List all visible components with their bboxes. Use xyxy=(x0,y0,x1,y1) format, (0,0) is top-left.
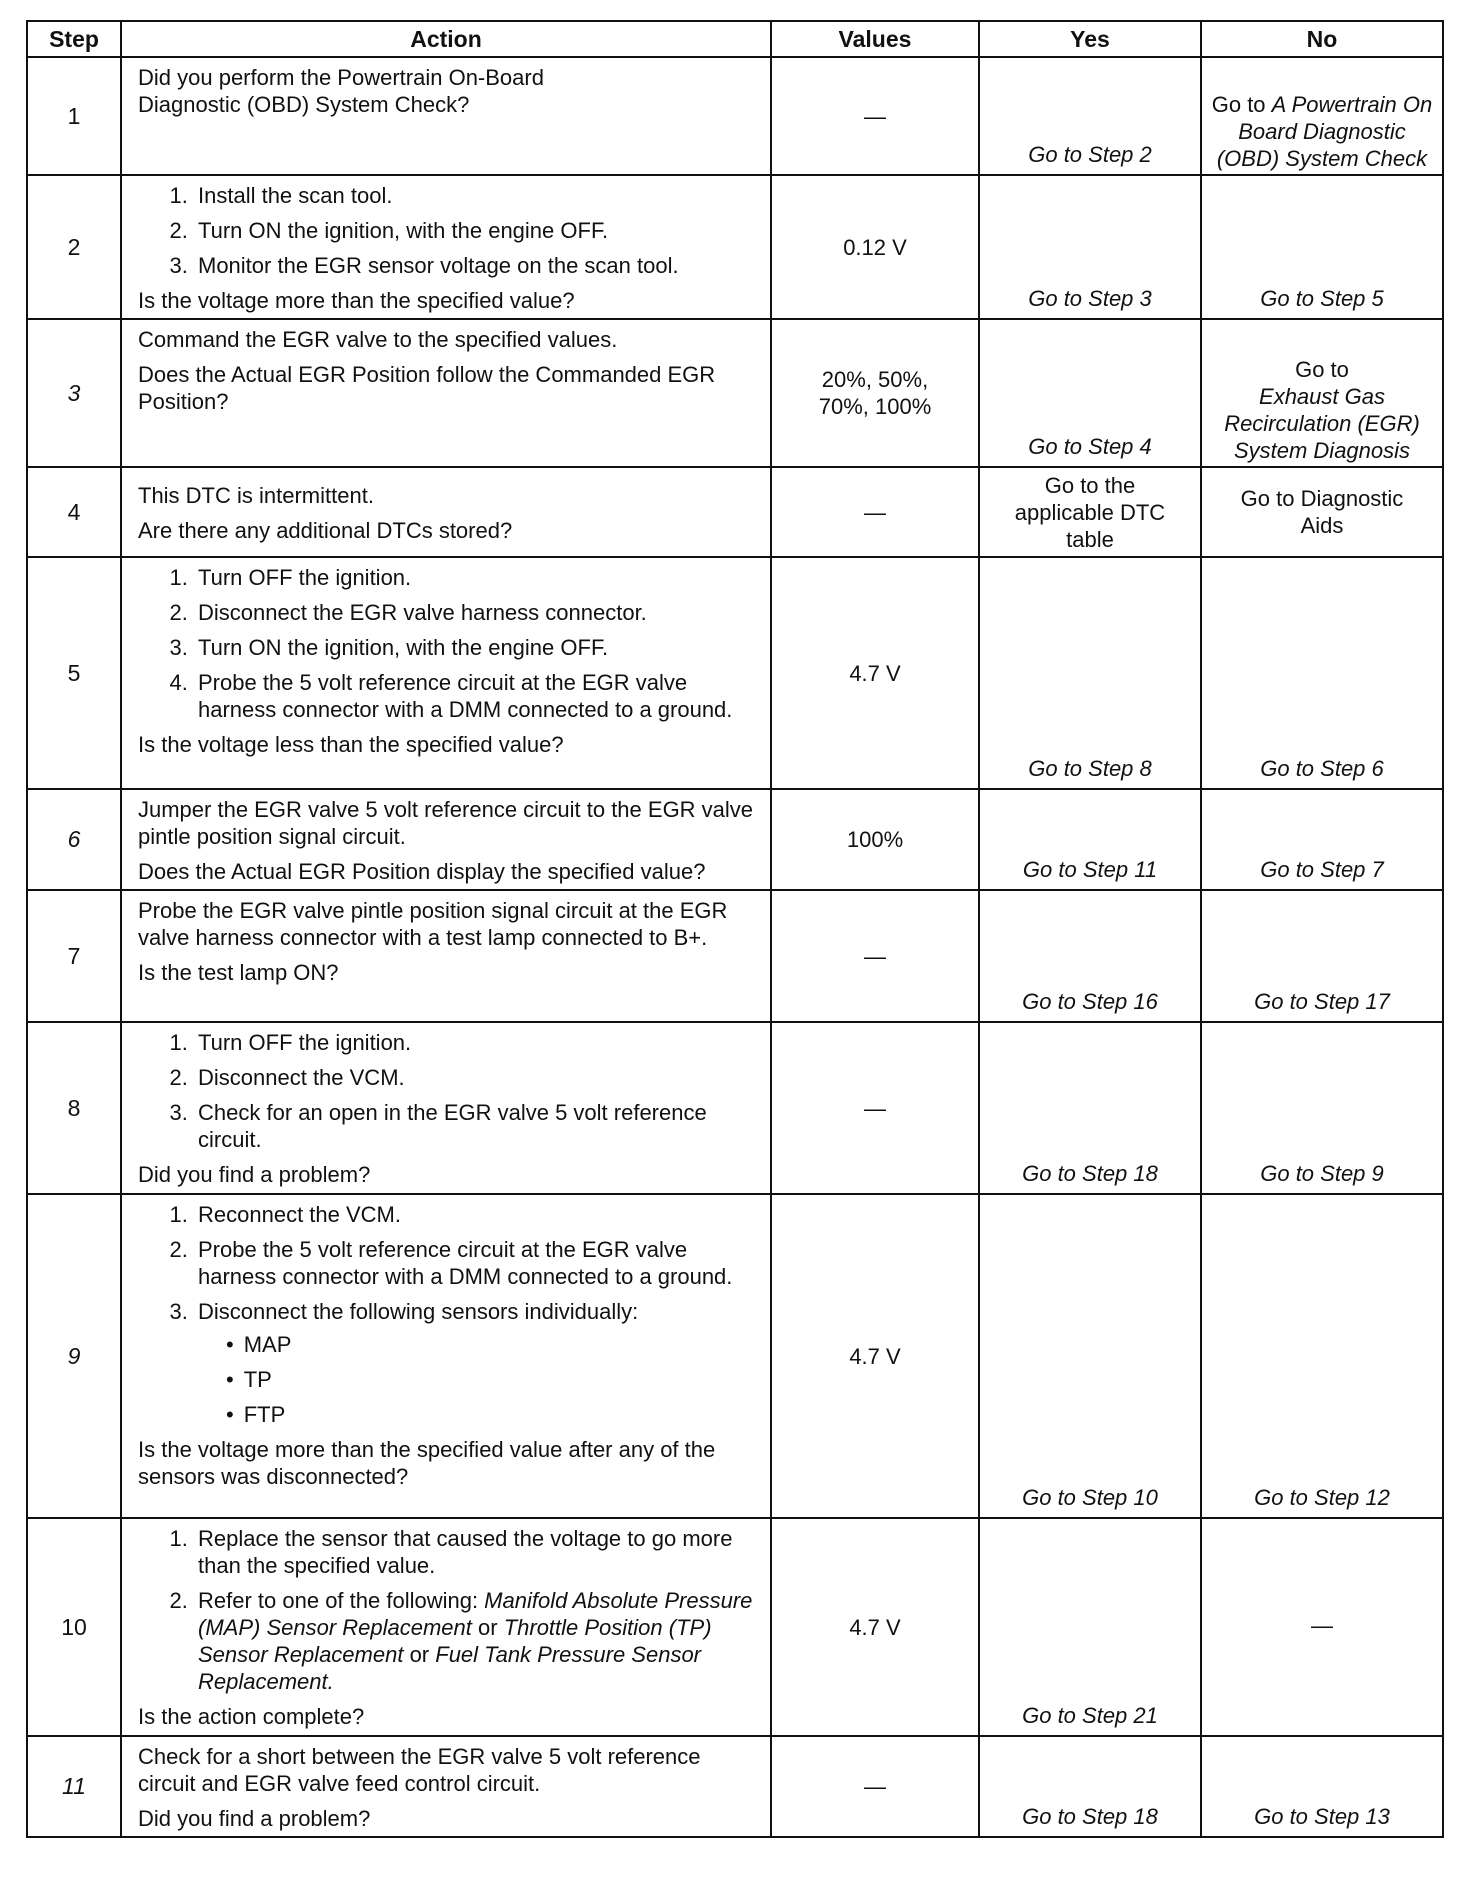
action-step: 1. Replace the sensor that caused the voltage to go more than the specified value. xyxy=(194,1525,754,1579)
action-question: Does the Actual EGR Position follow the Commanded EGR Position? xyxy=(138,362,716,414)
action-step: 1. Turn OFF the ignition. xyxy=(194,564,754,591)
action-text: Check for a short between the EGR valve 5 volt reference circuit and EGR valve feed control circuit. xyxy=(138,1744,701,1796)
no-prefix: Go to xyxy=(1211,92,1272,117)
table-row xyxy=(27,467,1443,557)
table-row xyxy=(27,319,1443,467)
yes-cell: Go to Step 2 xyxy=(979,57,1201,175)
value-cell: — xyxy=(771,467,979,557)
no-cell: Go to Step 6 xyxy=(1201,557,1443,789)
action-text: Did you perform the Powertrain On-Board Diagnostic (OBD) System Check? xyxy=(138,65,544,117)
action-question: Did you find a problem? xyxy=(138,1162,371,1187)
action-steps xyxy=(138,1029,754,1153)
value-cell: 20%, 50%, 70%, 100% xyxy=(771,319,979,467)
table-row xyxy=(27,789,1443,890)
yes-cell: Go to Step 3 xyxy=(979,175,1201,319)
step-number: 11 xyxy=(27,1736,121,1837)
action-step: 2. Disconnect the EGR valve harness connector. xyxy=(194,599,754,626)
ref-prefix: Refer to one of the following: xyxy=(198,1588,485,1613)
action-text: Probe the EGR valve pintle position signal circuit at the EGR valve harness connector with a test lamp connected to B+. xyxy=(138,898,728,950)
action-cell xyxy=(121,557,771,789)
header-no: No xyxy=(1201,21,1443,57)
no-cell: Go to Step 5 xyxy=(1201,175,1443,319)
action-cell xyxy=(121,789,771,890)
yes-cell: Go to Step 11 xyxy=(979,789,1201,890)
ref-fuel-tank-sensor: Fuel Tank Pressure Sensor Replacement xyxy=(198,1642,702,1694)
table-row xyxy=(27,1022,1443,1194)
yes-cell: Go to Step 10 xyxy=(979,1194,1201,1518)
action-step xyxy=(194,1587,754,1695)
value-cell: — xyxy=(771,1022,979,1194)
action-step: 2. Disconnect the VCM. xyxy=(194,1064,754,1091)
action-step: 3. Turn ON the ignition, with the engine OFF. xyxy=(194,634,754,661)
value-cell: — xyxy=(771,890,979,1022)
value-cell: 100% xyxy=(771,789,979,890)
step-number: 1 xyxy=(27,57,121,175)
table-row xyxy=(27,1518,1443,1736)
yes-cell: Go to Step 21 xyxy=(979,1518,1201,1736)
yes-cell: Go to the applicable DTC table xyxy=(979,467,1201,557)
action-step: 2. Turn ON the ignition, with the engine OFF. xyxy=(194,217,754,244)
diagnostic-table xyxy=(26,20,1444,1838)
sensor-list xyxy=(198,1331,754,1428)
no-cell: Go to Step 9 xyxy=(1201,1022,1443,1194)
step-number: 3 xyxy=(27,319,121,467)
step-number: 9 xyxy=(27,1194,121,1518)
action-cell xyxy=(121,57,771,175)
value-cell: 4.7 V xyxy=(771,1518,979,1736)
table-row xyxy=(27,175,1443,319)
value-cell: 4.7 V xyxy=(771,557,979,789)
action-step-text: Disconnect the following sensors individually: xyxy=(198,1299,639,1324)
action-steps xyxy=(138,1525,754,1695)
action-step: 4. Probe the 5 volt reference circuit at the EGR valve harness connector with a DMM connected to a ground. xyxy=(194,669,754,723)
header-step: Step xyxy=(27,21,121,57)
action-step: 2. Probe the 5 volt reference circuit at the EGR valve harness connector with a DMM connected to a ground. xyxy=(194,1236,754,1290)
action-step: 3. Check for an open in the EGR valve 5 volt reference circuit. xyxy=(194,1099,754,1153)
header-row xyxy=(27,21,1443,57)
no-cell: — xyxy=(1201,1518,1443,1736)
no-link: A Powertrain On Board Diagnostic (OBD) System Check xyxy=(1216,92,1433,171)
yes-cell: Go to Step 18 xyxy=(979,1022,1201,1194)
sensor-item: • MAP xyxy=(222,1331,754,1358)
no-cell: Go to Step 12 xyxy=(1201,1194,1443,1518)
value-cell: — xyxy=(771,57,979,175)
action-cell xyxy=(121,175,771,319)
action-steps xyxy=(138,1201,754,1428)
action-question: Is the test lamp ON? xyxy=(138,960,339,985)
header-action: Action xyxy=(121,21,771,57)
action-text: Jumper the EGR valve 5 volt reference circuit to the EGR valve pintle position signal circuit. xyxy=(138,797,754,849)
table-row xyxy=(27,57,1443,175)
value-cell: 0.12 V xyxy=(771,175,979,319)
action-step: 1. Reconnect the VCM. xyxy=(194,1201,754,1228)
no-prefix: Go to xyxy=(1295,357,1349,382)
no-cell: Go to Step 13 xyxy=(1201,1736,1443,1837)
value-cell: — xyxy=(771,1736,979,1837)
action-question: Did you find a problem? xyxy=(138,1806,371,1831)
step-number: 10 xyxy=(27,1518,121,1736)
action-cell xyxy=(121,467,771,557)
action-cell xyxy=(121,1022,771,1194)
action-step: 1. Turn OFF the ignition. xyxy=(194,1029,754,1056)
step-number: 5 xyxy=(27,557,121,789)
action-text: Command the EGR valve to the specified values. xyxy=(138,327,618,352)
action-text: This DTC is intermittent. xyxy=(138,483,374,508)
step-number: 2 xyxy=(27,175,121,319)
action-question: Is the voltage more than the specified value? xyxy=(138,288,575,313)
action-question: Is the action complete? xyxy=(138,1704,365,1729)
step-number: 4 xyxy=(27,467,121,557)
action-cell xyxy=(121,319,771,467)
no-cell: Go to Diagnostic Aids xyxy=(1201,467,1443,557)
yes-cell: Go to Step 16 xyxy=(979,890,1201,1022)
no-cell: Go to Step 17 xyxy=(1201,890,1443,1022)
step-number: 7 xyxy=(27,890,121,1022)
no-link: Exhaust Gas Recirculation (EGR) System Diagnosis xyxy=(1224,384,1420,463)
ref-tp-sensor: Throttle Position (TP) Sensor Replacement xyxy=(198,1615,712,1667)
no-cell xyxy=(1201,319,1443,467)
action-question: Is the voltage less than the specified value? xyxy=(138,732,564,757)
yes-cell: Go to Step 18 xyxy=(979,1736,1201,1837)
step-number: 6 xyxy=(27,789,121,890)
no-cell xyxy=(1201,57,1443,175)
ref-or: or xyxy=(403,1642,436,1667)
table-row xyxy=(27,1736,1443,1837)
header-yes: Yes xyxy=(979,21,1201,57)
sensor-item: • TP xyxy=(222,1366,754,1393)
ref-or: or xyxy=(471,1615,504,1640)
action-step: 3. Monitor the EGR sensor voltage on the scan tool. xyxy=(194,252,754,279)
ref-map-sensor: Manifold Absolute Pressure (MAP) Sensor Replacement xyxy=(198,1588,753,1640)
table-row xyxy=(27,1194,1443,1518)
no-cell: Go to Step 7 xyxy=(1201,789,1443,890)
table-row xyxy=(27,557,1443,789)
action-question: Are there any additional DTCs stored? xyxy=(138,518,513,543)
action-cell xyxy=(121,890,771,1022)
action-steps xyxy=(138,564,754,723)
sensor-item: • FTP xyxy=(222,1401,754,1428)
action-question: Is the voltage more than the specified value after any of the sensors was disconnected? xyxy=(138,1437,716,1489)
action-steps xyxy=(138,182,754,279)
header-values: Values xyxy=(771,21,979,57)
action-step: 1. Install the scan tool. xyxy=(194,182,754,209)
yes-cell: Go to Step 4 xyxy=(979,319,1201,467)
yes-cell: Go to Step 8 xyxy=(979,557,1201,789)
table-row xyxy=(27,890,1443,1022)
step-number: 8 xyxy=(27,1022,121,1194)
action-cell xyxy=(121,1194,771,1518)
ref-period: . xyxy=(327,1669,334,1694)
action-question: Does the Actual EGR Position display the specified value? xyxy=(138,859,706,884)
action-cell xyxy=(121,1518,771,1736)
value-cell: 4.7 V xyxy=(771,1194,979,1518)
action-cell xyxy=(121,1736,771,1837)
action-step xyxy=(194,1298,754,1428)
